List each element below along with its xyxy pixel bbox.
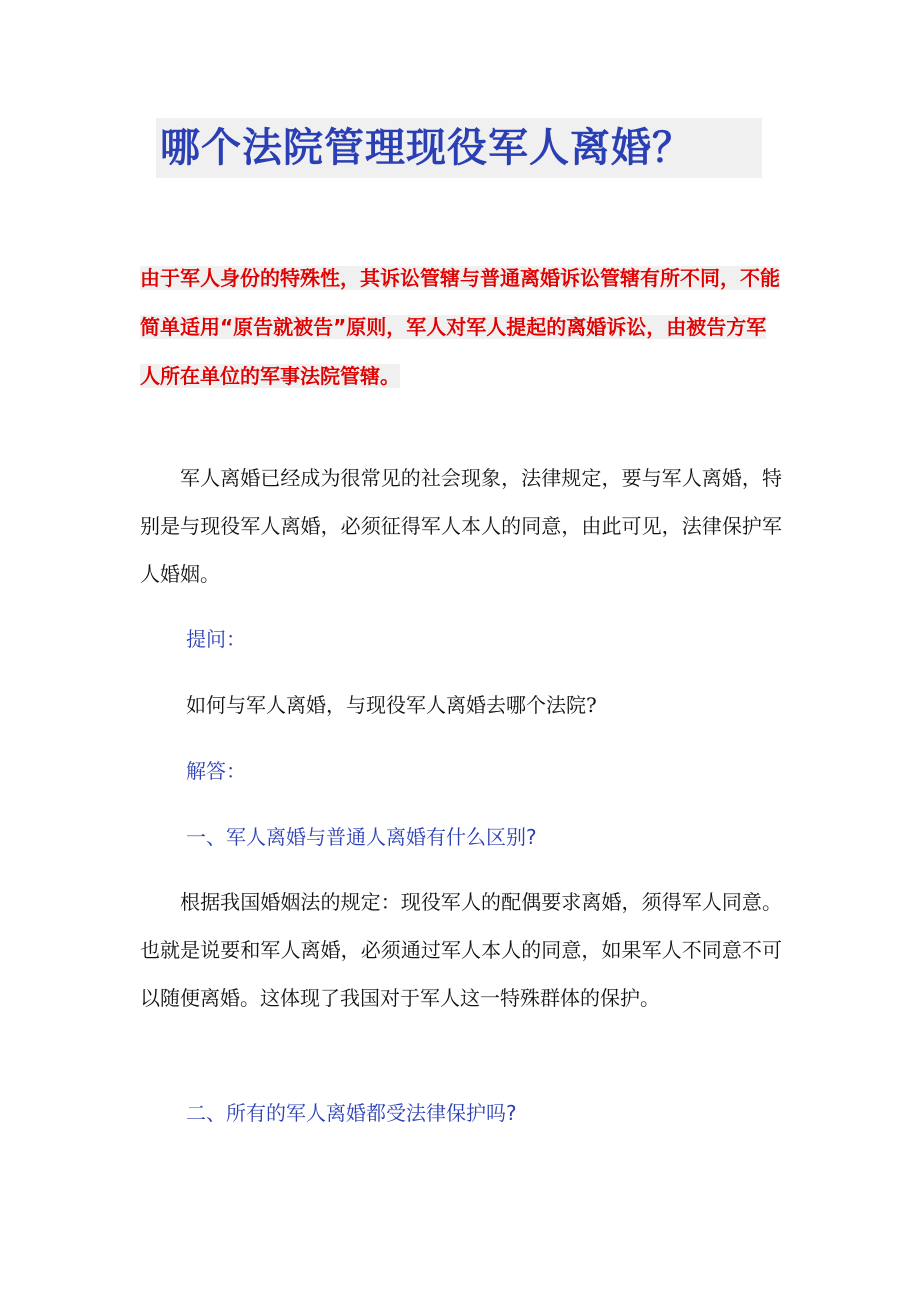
question-label: 提问： (186, 627, 246, 651)
section1-body: 根据我国婚姻法的规定：现役军人的配偶要求离婚，须得军人同意。也就是说要和军人离婚，必须通过军人本人的同意，如果军人不同意不可以随便离婚。这体现了我国对于军人这一特殊群体的保护。 (140, 890, 782, 1010)
section2-heading: 二、所有的军人离婚都受法律保护吗? (186, 1101, 517, 1125)
page-title: 哪个法院管理现役军人离婚？ (160, 125, 693, 171)
summary-paragraph (140, 254, 782, 401)
section1-heading: 一、军人离婚与普通人离婚有什么区别? (186, 825, 537, 849)
question-text: 如何与军人离婚，与现役军人离婚去哪个法院? (186, 693, 597, 717)
intro-paragraph: 军人离婚已经成为很常见的社会现象，法律规定，要与军人离婚，特别是与现役军人离婚，必须征得军人本人的同意，由此可见，法律保护军人婚姻。 (140, 466, 782, 586)
summary-text: 由于军人身份的特殊性，其诉讼管辖与普通离婚诉讼管辖有所不同，不能简单适用“原告就被告”原则，军人对军人提起的离婚诉讼，由被告方军人所在单位的军事法院管辖。 (140, 266, 780, 388)
title-highlight (156, 118, 762, 178)
answer-label: 解答： (186, 759, 246, 783)
